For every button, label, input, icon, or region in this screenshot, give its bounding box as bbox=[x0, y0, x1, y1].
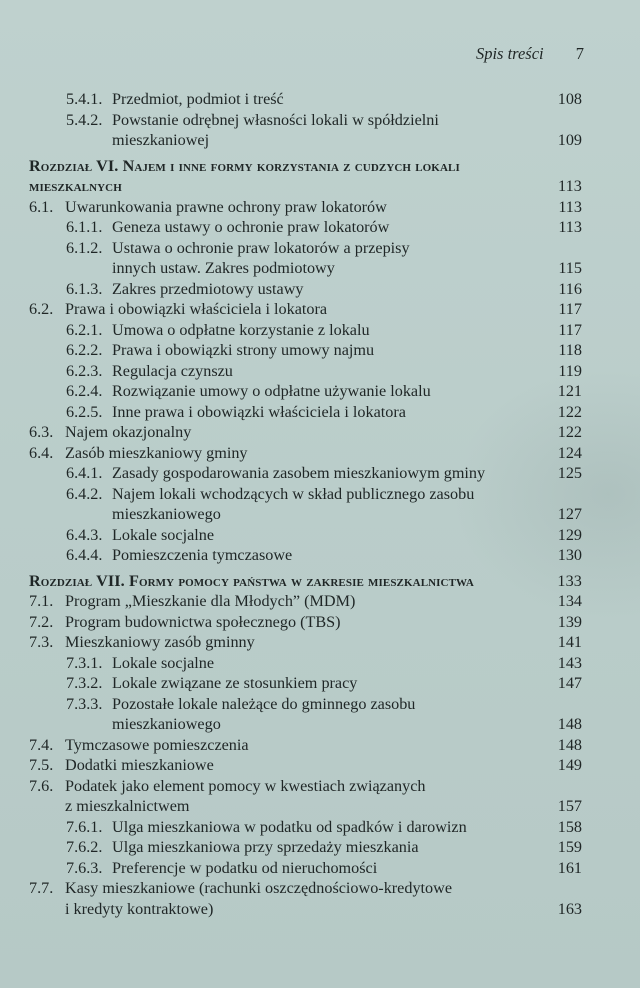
toc-entry-number: 7.4. bbox=[29, 735, 54, 754]
toc-entry-title: Program „Mieszkanie dla Młodych” (MDM) bbox=[65, 592, 356, 610]
toc-entry-page: 119 bbox=[558, 361, 582, 380]
toc-entry-title: Dodatki mieszkaniowe bbox=[65, 756, 214, 774]
toc-entry-page: 148 bbox=[557, 715, 582, 733]
toc-entry-title-cont: z mieszkalnictwem bbox=[65, 797, 190, 815]
toc-entry[interactable] bbox=[0, 525, 640, 546]
toc-entry-page: 158 bbox=[557, 817, 582, 836]
toc-entry-title: Powstanie odrębnej własności lokali w spółdzielni bbox=[112, 110, 439, 129]
toc-entry-title: Prawa i obowiązki strony umowy najmu bbox=[112, 341, 375, 359]
toc-entry-page: 117 bbox=[558, 320, 582, 339]
toc-entry-number: 6.1.2. bbox=[66, 238, 103, 257]
toc-entry[interactable] bbox=[0, 217, 640, 238]
toc-entry-page: 163 bbox=[557, 899, 582, 918]
toc-entry[interactable] bbox=[0, 279, 640, 300]
toc-entry-title: Najem lokali wchodzących w skład publicznego zasobu bbox=[112, 484, 475, 503]
toc-entry[interactable] bbox=[0, 776, 640, 797]
toc-entry-page: 113 bbox=[558, 197, 582, 216]
toc-entry-title: Lokale socjalne bbox=[112, 653, 215, 672]
running-title: Spis treści bbox=[475, 44, 544, 63]
toc-entry-page: 109 bbox=[557, 131, 582, 149]
toc-entry-continuation[interactable] bbox=[0, 130, 640, 151]
toc-entry-continuation[interactable] bbox=[0, 796, 640, 817]
chapter-title: Rozdział VII. Formy pomocy państwa w zakresie mieszkalnictwa bbox=[29, 571, 474, 590]
toc-entry-page: 127 bbox=[557, 505, 582, 523]
toc-entry-title: Ulga mieszkaniowa w podatku od spadków i darowizn bbox=[112, 817, 467, 836]
toc-entry-page: 122 bbox=[557, 402, 582, 421]
toc-entry-page: 161 bbox=[557, 858, 582, 877]
chapter-title: Rozdział VI. Najem i inne formy korzystania z cudzych lokali bbox=[29, 156, 460, 175]
toc-entry-title: Przedmiot, podmiot i treść bbox=[112, 90, 284, 108]
toc-entry-number: 5.4.2. bbox=[66, 110, 103, 129]
toc-entry[interactable] bbox=[0, 89, 640, 110]
toc-entry[interactable] bbox=[0, 463, 640, 484]
toc-entry-page: 134 bbox=[557, 592, 582, 610]
toc-entry[interactable] bbox=[0, 422, 640, 443]
toc-entry-title: Zasady gospodarowania zasobem mieszkaniowym gminy bbox=[112, 464, 486, 482]
toc-entry-continuation[interactable] bbox=[0, 899, 640, 920]
toc-entry-number: 7.6. bbox=[29, 776, 54, 795]
toc-entry-title-cont: innych ustaw. Zakres podmiotowy bbox=[112, 259, 335, 277]
toc-entry-title: Uwarunkowania prawne ochrony praw lokatorów bbox=[65, 197, 387, 216]
toc-entry[interactable] bbox=[0, 837, 640, 858]
toc-entry[interactable] bbox=[0, 197, 640, 218]
toc-entry-title: Kasy mieszkaniowe (rachunki oszczędnościowo-kredytowe bbox=[65, 879, 453, 897]
toc-entry[interactable] bbox=[0, 591, 640, 612]
toc-entry-number: 6.4.3. bbox=[66, 525, 103, 544]
toc-entry-number: 7.3.3. bbox=[66, 694, 103, 713]
toc-entry-number: 6.4.4. bbox=[66, 546, 103, 564]
chapter-heading-continuation[interactable] bbox=[0, 176, 640, 197]
toc-entry-number: 7.1. bbox=[29, 592, 54, 610]
toc-entry[interactable] bbox=[0, 735, 640, 756]
toc-entry-title: Regulacja czynszu bbox=[112, 361, 233, 380]
toc-entry-number: 7.6.1. bbox=[66, 817, 103, 836]
toc-entry-number: 7.2. bbox=[29, 612, 54, 631]
toc-entry-number: 6.2. bbox=[29, 300, 54, 318]
toc-entry-title: Program budownictwa społecznego (TBS) bbox=[65, 612, 341, 631]
toc-entry[interactable] bbox=[0, 361, 640, 382]
toc-entry[interactable] bbox=[0, 545, 640, 566]
toc-entry-page: 129 bbox=[557, 525, 582, 544]
toc-entry-page: 122 bbox=[557, 423, 582, 441]
toc-entry-number: 6.1. bbox=[29, 197, 54, 216]
toc-entry-number: 7.3. bbox=[29, 633, 54, 651]
toc-entry-title: Pozostałe lokale należące do gminnego zasobu bbox=[112, 694, 416, 713]
toc-entry-page: 124 bbox=[557, 443, 582, 462]
toc-entry-page: 159 bbox=[557, 838, 582, 856]
toc-entry-page: 143 bbox=[557, 653, 582, 672]
toc-entry-title: Preferencje w podatku od nieruchomości bbox=[112, 858, 378, 877]
toc-entry[interactable] bbox=[0, 755, 640, 776]
toc-entry-page: 130 bbox=[557, 546, 582, 564]
running-header bbox=[0, 44, 584, 64]
toc-entry-page: 141 bbox=[557, 633, 582, 651]
toc-entry[interactable] bbox=[0, 484, 640, 505]
toc-entry-number: 6.3. bbox=[29, 423, 54, 441]
toc-entry[interactable] bbox=[0, 817, 640, 838]
toc-entry-title: Rozwiązanie umowy o odpłatne używanie lokalu bbox=[112, 382, 431, 400]
toc-entry-title: Prawa i obowiązki właściciela i lokatora bbox=[65, 300, 328, 318]
toc-entry[interactable] bbox=[0, 402, 640, 423]
toc-entry-title: Umowa o odpłatne korzystanie z lokalu bbox=[112, 320, 370, 339]
chapter-heading[interactable] bbox=[0, 571, 640, 592]
toc-entry-page: 148 bbox=[557, 735, 582, 754]
page-number: 7 bbox=[575, 44, 584, 63]
toc-entry-number: 6.4.1. bbox=[66, 464, 103, 482]
toc-entry-title-cont: mieszkaniowego bbox=[112, 715, 221, 733]
toc-entry-title: Ulga mieszkaniowa przy sprzedaży mieszkania bbox=[112, 838, 419, 856]
toc-entry[interactable] bbox=[0, 632, 640, 653]
toc-entry-page: 125 bbox=[557, 464, 582, 482]
toc-entry-title: Tymczasowe pomieszczenia bbox=[65, 735, 249, 754]
toc-entry[interactable] bbox=[0, 694, 640, 715]
toc-entry-title: Zasób mieszkaniowy gminy bbox=[65, 443, 248, 462]
toc-entry-number: 7.7. bbox=[29, 879, 54, 897]
toc-entry-page: 121 bbox=[557, 382, 582, 400]
toc-entry-title: Ustawa o ochronie praw lokatorów a przepisy bbox=[112, 238, 410, 257]
table-of-contents bbox=[0, 89, 640, 919]
toc-entry-title-cont: mieszkaniowego bbox=[112, 505, 221, 523]
toc-entry-number: 7.6.3. bbox=[66, 858, 103, 877]
toc-entry-page: 118 bbox=[558, 341, 582, 359]
toc-entry-number: 6.1.1. bbox=[66, 218, 103, 236]
toc-entry-page: 108 bbox=[557, 90, 582, 108]
toc-entry-page: 117 bbox=[558, 300, 582, 318]
toc-entry[interactable] bbox=[0, 878, 640, 899]
toc-entry-continuation[interactable] bbox=[0, 504, 640, 525]
toc-entry[interactable] bbox=[0, 238, 640, 259]
toc-entry-number: 5.4.1. bbox=[66, 90, 103, 108]
toc-entry-page: 116 bbox=[558, 279, 582, 298]
toc-entry-number: 7.3.2. bbox=[66, 674, 103, 692]
toc-entry-title-cont: i kredyty kontraktowe) bbox=[65, 899, 214, 918]
toc-entry-page: 113 bbox=[558, 218, 582, 236]
toc-entry-title: Podatek jako element pomocy w kwestiach związanych bbox=[65, 776, 426, 795]
toc-entry[interactable] bbox=[0, 299, 640, 320]
toc-entry-number: 6.1.3. bbox=[66, 279, 103, 298]
toc-entry-page: 157 bbox=[557, 797, 582, 815]
chapter-page: 133 bbox=[557, 571, 582, 590]
toc-entry-title: Lokale związane ze stosunkiem pracy bbox=[112, 674, 358, 692]
toc-entry-number: 7.5. bbox=[29, 756, 54, 774]
toc-entry-continuation[interactable] bbox=[0, 258, 640, 279]
toc-entry-page: 149 bbox=[557, 756, 582, 774]
toc-entry-number: 6.4. bbox=[29, 443, 54, 462]
toc-entry-title-cont: mieszkaniowej bbox=[112, 131, 210, 149]
toc-entry-page: 147 bbox=[557, 674, 582, 692]
toc-entry-number: 6.2.3. bbox=[66, 361, 103, 380]
toc-entry[interactable] bbox=[0, 858, 640, 879]
toc-entry[interactable] bbox=[0, 110, 640, 131]
toc-entry-number: 6.2.1. bbox=[66, 320, 103, 339]
toc-entry-number: 6.2.2. bbox=[66, 341, 103, 359]
toc-entry-number: 6.4.2. bbox=[66, 484, 103, 503]
toc-entry-number: 6.2.4. bbox=[66, 382, 103, 400]
toc-entry-title: Mieszkaniowy zasób gminny bbox=[65, 633, 255, 651]
chapter-heading[interactable] bbox=[0, 156, 640, 177]
toc-entry-title: Najem okazjonalny bbox=[65, 423, 192, 441]
toc-entry-title: Pomieszczenia tymczasowe bbox=[112, 546, 293, 564]
toc-entry[interactable] bbox=[0, 612, 640, 633]
toc-entry[interactable] bbox=[0, 340, 640, 361]
toc-entry[interactable] bbox=[0, 381, 640, 402]
toc-entry-number: 7.6.2. bbox=[66, 838, 103, 856]
toc-entry-number: 6.2.5. bbox=[66, 402, 103, 421]
toc-entry-number: 7.3.1. bbox=[66, 653, 103, 672]
toc-entry[interactable] bbox=[0, 320, 640, 341]
toc-entry-page: 115 bbox=[558, 259, 582, 277]
chapter-page: 113 bbox=[558, 177, 582, 195]
toc-entry-title: Geneza ustawy o ochronie praw lokatorów bbox=[112, 218, 390, 236]
toc-entry-title: Inne prawa i obowiązki właściciela i lokatora bbox=[112, 402, 406, 421]
toc-entry-title: Lokale socjalne bbox=[112, 525, 215, 544]
toc-entry-continuation[interactable] bbox=[0, 714, 640, 735]
toc-entry-page: 139 bbox=[557, 612, 582, 631]
toc-entry[interactable] bbox=[0, 653, 640, 674]
toc-entry[interactable] bbox=[0, 673, 640, 694]
toc-entry[interactable] bbox=[0, 443, 640, 464]
chapter-title-cont: mieszkalnych bbox=[29, 177, 122, 195]
toc-entry-title: Zakres przedmiotowy ustawy bbox=[112, 279, 304, 298]
